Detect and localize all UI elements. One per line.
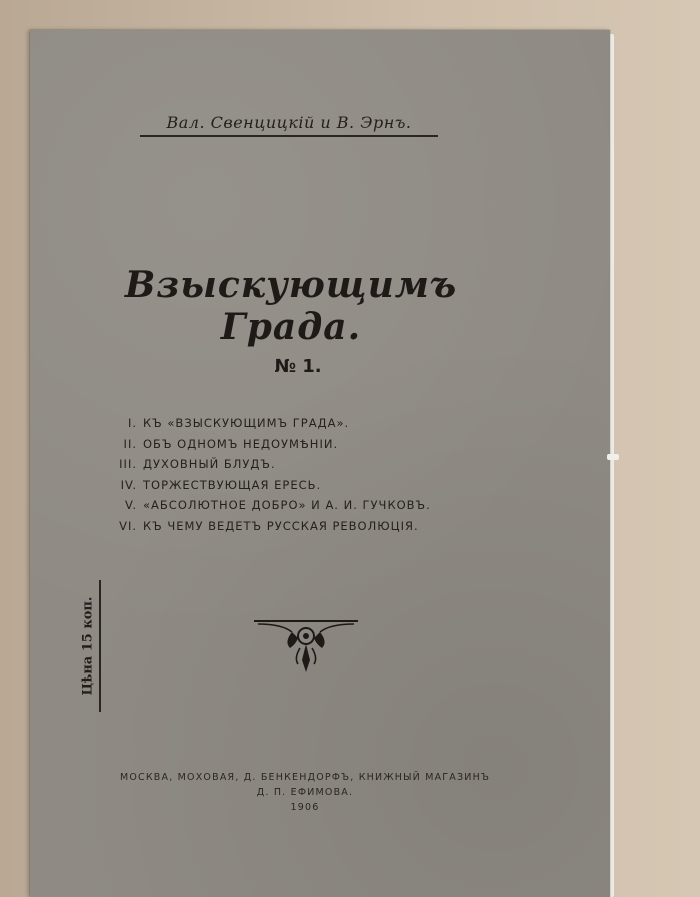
toc-item-title: ДУХОВНЫЙ БЛУДЪ. xyxy=(143,457,276,471)
toc-item-title: КЪ ЧЕМУ ВЕДЕТЪ РУССКАЯ РЕВОЛЮЦІЯ. xyxy=(143,518,419,533)
table-of-contents xyxy=(103,413,523,536)
toc-item xyxy=(103,475,523,496)
toc-item-title: ОБЪ ОДНОМЪ НЕДОУМѢНІИ. xyxy=(143,436,339,451)
authors-line: Вал. Свенцицкій и В. Эрнъ. xyxy=(140,113,438,137)
toc-item-number: II. xyxy=(123,436,137,451)
toc-item-title: «АБСОЛЮТНОЕ ДОБРО» И А. И. ГУЧКОВЪ. xyxy=(143,498,431,512)
publisher-address: МОСКВА, МОХОВАЯ, Д. БЕНКЕНДОРФЪ, КНИЖНЫЙ МАГАЗИНЪ xyxy=(119,772,491,783)
issue-number: № 1. xyxy=(274,356,322,377)
toc-item xyxy=(103,413,523,434)
toc-item-title: КЪ «ВЗЫСКУЮЩИМЪ ГРАДА». xyxy=(143,416,350,430)
book-title: Взыскующимъ Града. xyxy=(124,264,458,348)
cover-edge-tear xyxy=(607,454,619,460)
toc-item xyxy=(103,495,523,516)
publisher-name: Д. П. ЕФИМОВА. xyxy=(256,787,354,798)
price-text: Цѣна 15 коп. xyxy=(80,596,96,696)
floral-ornament-icon xyxy=(252,618,360,678)
publisher-block xyxy=(80,770,530,815)
toc-item xyxy=(103,434,523,455)
price-rule xyxy=(99,580,101,712)
toc-item-number: I. xyxy=(127,416,137,430)
publication-year: 1906 xyxy=(290,802,320,813)
toc-item-title: ТОРЖЕСТВУЮЩАЯ ЕРЕСЬ. xyxy=(143,477,322,492)
toc-item-number: IV. xyxy=(120,477,137,492)
toc-item-number: V. xyxy=(124,498,137,512)
price-label xyxy=(73,580,103,712)
toc-item-number: III. xyxy=(119,457,137,471)
toc-item xyxy=(103,454,523,475)
toc-item-number: VI. xyxy=(119,518,137,533)
toc-item xyxy=(103,516,523,537)
